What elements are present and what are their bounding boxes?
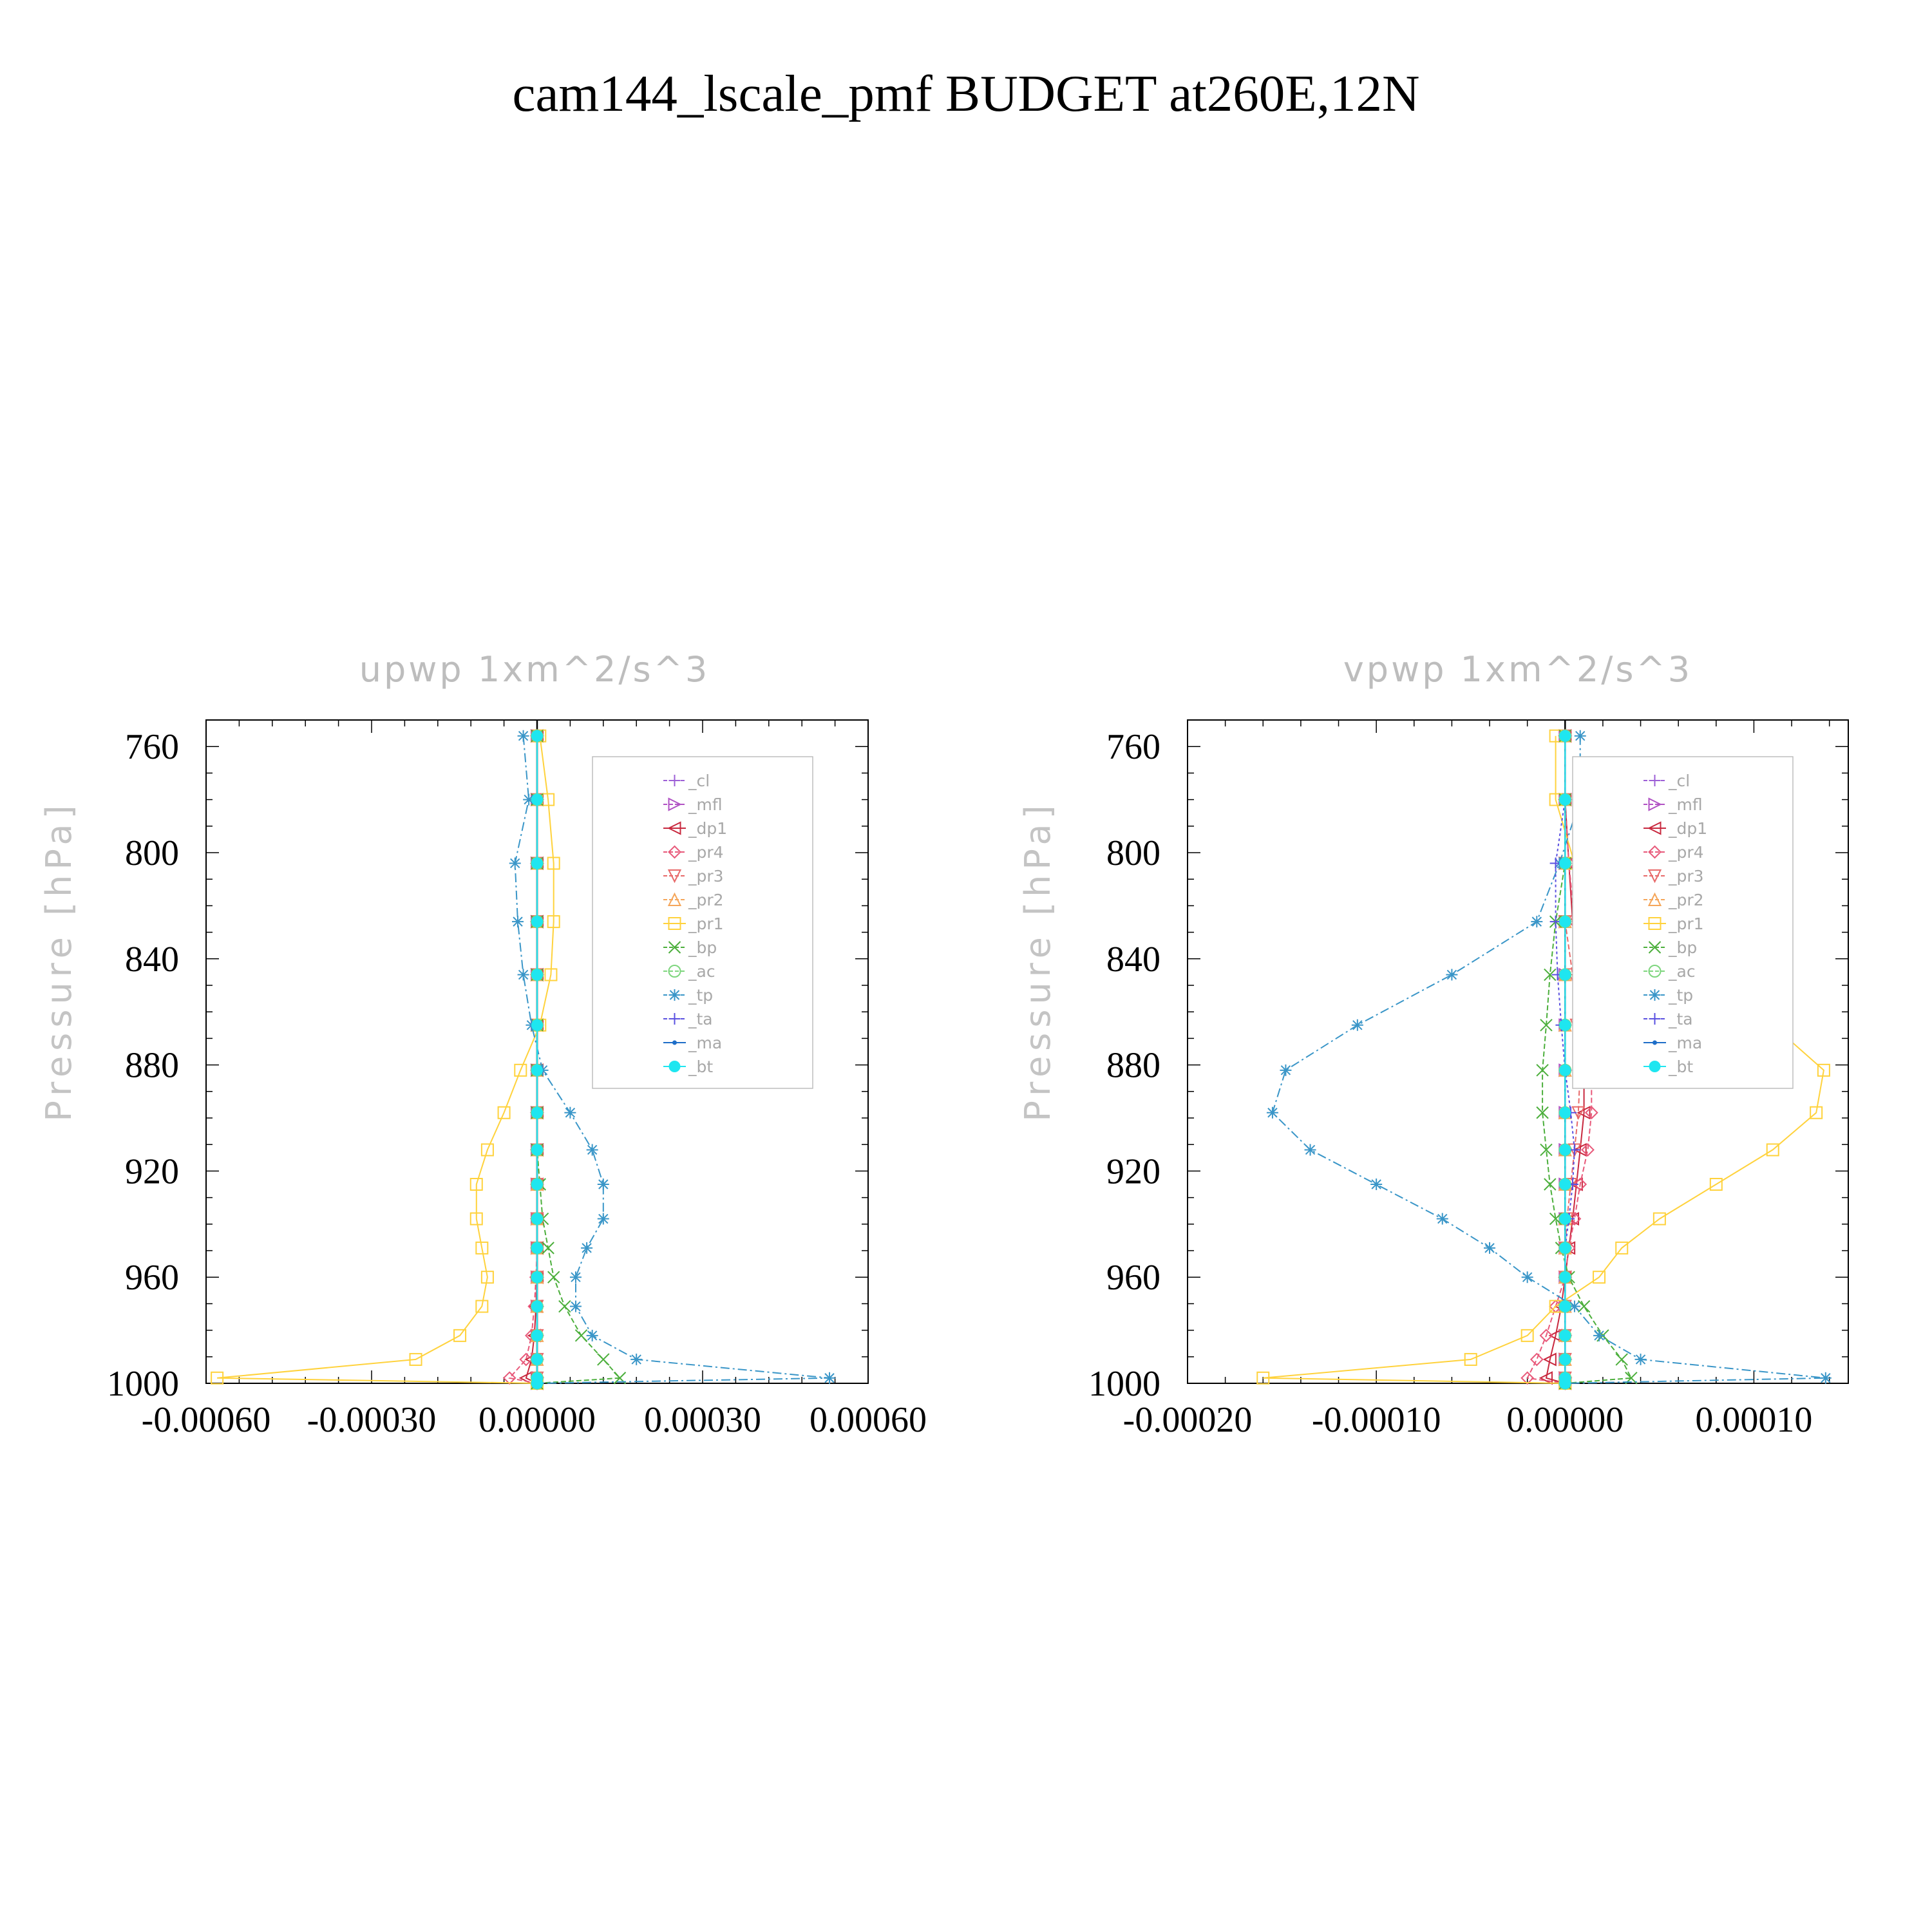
series-bt-marker bbox=[1559, 1179, 1571, 1190]
x-tick-label: -0.00030 bbox=[307, 1400, 437, 1440]
legend-item-tp-label: _tp bbox=[688, 986, 714, 1005]
vpwp-panel bbox=[1018, 649, 1848, 1440]
series-bt-marker bbox=[1559, 1354, 1571, 1365]
series-bt-marker bbox=[1559, 857, 1571, 869]
series-tp-marker bbox=[587, 1144, 598, 1155]
y-tick-label: 840 bbox=[1106, 939, 1160, 980]
series-bt-marker bbox=[531, 916, 543, 927]
x-tick-label: -0.00020 bbox=[1122, 1400, 1253, 1440]
series-tp-marker bbox=[564, 1107, 576, 1119]
series-tp-marker bbox=[1446, 969, 1457, 981]
legend-item-pr1-label: _pr1 bbox=[688, 914, 724, 933]
series-tp-marker bbox=[1280, 1065, 1291, 1076]
legend-item-cl-label: _cl bbox=[1669, 772, 1690, 790]
legend-item-pr1-label: _pr1 bbox=[1669, 914, 1704, 933]
series-bt-marker bbox=[531, 1378, 543, 1389]
upwp-panel-title: upwp 1xm^2/s^3 bbox=[359, 649, 710, 690]
legend-item-pr4-label: _pr4 bbox=[1669, 843, 1704, 862]
series-tp-marker bbox=[1593, 1330, 1605, 1341]
series-bt-marker bbox=[1559, 1242, 1571, 1254]
legend-item-pr2-label: _pr2 bbox=[688, 891, 724, 909]
x-tick-label: 0.00030 bbox=[644, 1400, 761, 1440]
series-bp-marker bbox=[548, 1271, 560, 1283]
series-tp-marker bbox=[1267, 1107, 1278, 1119]
legend-item-pr3-label: _pr3 bbox=[688, 867, 724, 886]
series-bp-marker bbox=[598, 1354, 609, 1365]
series-bt-marker bbox=[531, 1330, 543, 1341]
series-bt-marker bbox=[1559, 1330, 1571, 1341]
upwp-y-axis-label: Pressure [hPa] bbox=[39, 800, 79, 1122]
series-bt-marker bbox=[531, 1213, 543, 1225]
y-tick-label: 960 bbox=[125, 1258, 179, 1298]
y-tick-label: 760 bbox=[1106, 727, 1160, 768]
series-bt-marker bbox=[531, 1179, 543, 1190]
x-tick-label: -0.00010 bbox=[1311, 1400, 1441, 1440]
series-tp-marker bbox=[1437, 1213, 1448, 1225]
y-tick-label: 960 bbox=[1106, 1258, 1160, 1298]
legend-item-bt-label: _bt bbox=[1669, 1057, 1694, 1076]
series-tp-marker bbox=[1352, 1019, 1363, 1031]
series-pr4-line bbox=[509, 736, 537, 1383]
series-tp-marker bbox=[824, 1372, 835, 1384]
legend-item-tp-marker bbox=[669, 989, 681, 1001]
series-tp-marker bbox=[1575, 730, 1586, 742]
series-tp-marker bbox=[1531, 916, 1542, 927]
y-tick-label: 760 bbox=[125, 727, 179, 768]
y-tick-label: 800 bbox=[1106, 833, 1160, 873]
series-bp-marker bbox=[1616, 1354, 1627, 1365]
series-tp-marker bbox=[1820, 1372, 1832, 1384]
series-bp-marker bbox=[576, 1330, 587, 1341]
series-bt-marker bbox=[1559, 1378, 1571, 1389]
legend-item-ta-label: _ta bbox=[1669, 1010, 1693, 1028]
series-bt-marker bbox=[1559, 916, 1571, 927]
legend-item-ma-label: _ma bbox=[688, 1034, 723, 1052]
series-tp-marker bbox=[598, 1213, 609, 1225]
legend-item-bt-marker bbox=[1649, 1061, 1661, 1072]
legend bbox=[1573, 757, 1793, 1088]
series-bt-marker bbox=[1559, 1107, 1571, 1119]
y-tick-label: 840 bbox=[125, 939, 179, 980]
series-bt-marker bbox=[531, 1019, 543, 1031]
y-tick-label: 920 bbox=[1106, 1151, 1160, 1192]
series-bt-marker bbox=[531, 794, 543, 806]
series-tp-marker bbox=[1484, 1242, 1495, 1254]
series-tp-marker bbox=[1522, 1271, 1533, 1283]
legend-item-tp-label: _tp bbox=[1669, 986, 1694, 1005]
legend-item-pr2-label: _pr2 bbox=[1669, 891, 1704, 909]
y-tick-label: 800 bbox=[125, 833, 179, 873]
legend-item-bt-marker bbox=[669, 1061, 681, 1072]
series-bt-marker bbox=[531, 1301, 543, 1312]
x-tick-label: -0.00060 bbox=[141, 1400, 271, 1440]
series-tp-marker bbox=[570, 1271, 582, 1283]
series-bt-marker bbox=[1559, 1271, 1571, 1283]
figure-title: cam144_lscale_pmf BUDGET at260E,12N bbox=[512, 64, 1420, 122]
series-bt-marker bbox=[1559, 1144, 1571, 1155]
legend-item-cl-label: _cl bbox=[688, 772, 710, 790]
legend-item-ta-label: _ta bbox=[688, 1010, 713, 1028]
y-tick-label: 1000 bbox=[1088, 1364, 1160, 1404]
series-bt-marker bbox=[531, 857, 543, 869]
y-tick-label: 880 bbox=[125, 1045, 179, 1086]
legend-item-ma-marker bbox=[1653, 1041, 1657, 1045]
legend-item-bt-label: _bt bbox=[688, 1057, 714, 1076]
series-bt-marker bbox=[1559, 794, 1571, 806]
legend-item-ac-label: _ac bbox=[1669, 962, 1696, 981]
x-tick-label: 0.00010 bbox=[1695, 1400, 1813, 1440]
series-bt-marker bbox=[531, 969, 543, 981]
x-tick-label: 0.00000 bbox=[478, 1400, 596, 1440]
series-tp-marker bbox=[587, 1330, 598, 1341]
series-bt-marker bbox=[1559, 1301, 1571, 1312]
legend-item-dp1-label: _dp1 bbox=[1669, 819, 1708, 838]
series-tp-marker bbox=[570, 1301, 582, 1312]
series-bt-marker bbox=[1559, 1213, 1571, 1225]
series-bt-marker bbox=[1559, 730, 1571, 742]
y-tick-label: 1000 bbox=[107, 1364, 179, 1404]
legend-item-mfl-label: _mfl bbox=[688, 795, 723, 814]
x-tick-label: 0.00000 bbox=[1506, 1400, 1624, 1440]
series-bt-marker bbox=[531, 1107, 543, 1119]
series-bp-marker bbox=[1544, 1179, 1556, 1190]
series-bt-marker bbox=[531, 1144, 543, 1155]
series-tp-marker bbox=[630, 1354, 642, 1365]
legend-item-bp-label: _bp bbox=[1669, 938, 1698, 957]
series-tp-marker bbox=[518, 730, 529, 742]
y-tick-label: 880 bbox=[1106, 1045, 1160, 1086]
series-tp-marker bbox=[512, 916, 524, 927]
legend-item-ma-marker bbox=[672, 1041, 677, 1045]
series-bp-marker bbox=[1537, 1065, 1548, 1076]
vpwp-y-axis-label: Pressure [hPa] bbox=[1018, 800, 1058, 1122]
vpwp-panel-title: vpwp 1xm^2/s^3 bbox=[1343, 649, 1693, 690]
y-tick-label: 920 bbox=[125, 1151, 179, 1192]
legend-item-dp1-label: _dp1 bbox=[688, 819, 728, 838]
series-pr1-line bbox=[217, 736, 554, 1383]
legend-item-pr4-label: _pr4 bbox=[688, 843, 724, 862]
legend-item-mfl-label: _mfl bbox=[1669, 795, 1703, 814]
series-bt-marker bbox=[1559, 969, 1571, 981]
legend-item-pr3-label: _pr3 bbox=[1669, 867, 1704, 886]
series-tp-marker bbox=[1305, 1144, 1316, 1155]
legend-item-ma-label: _ma bbox=[1669, 1034, 1703, 1052]
series-tp-marker bbox=[518, 969, 529, 981]
series-bt-marker bbox=[531, 1065, 543, 1076]
upwp-panel bbox=[39, 649, 927, 1440]
series-bt-marker bbox=[1559, 1019, 1571, 1031]
series-pr4-marker bbox=[1531, 1354, 1542, 1365]
series-tp-marker bbox=[581, 1242, 592, 1254]
legend-item-ac-label: _ac bbox=[688, 962, 715, 981]
legend-item-tp-marker bbox=[1649, 989, 1661, 1001]
series-bt-marker bbox=[531, 1354, 543, 1365]
series-bt-marker bbox=[531, 1271, 543, 1283]
series-tp-marker bbox=[1370, 1179, 1382, 1190]
series-tp-marker bbox=[598, 1179, 609, 1190]
series-tp-marker bbox=[509, 857, 521, 869]
series-bp-marker bbox=[559, 1301, 571, 1312]
legend-item-bp-label: _bp bbox=[688, 938, 717, 957]
series-bt-marker bbox=[531, 730, 543, 742]
series-tp-marker bbox=[1635, 1354, 1647, 1365]
series-bt-marker bbox=[531, 1242, 543, 1254]
x-tick-label: 0.00060 bbox=[810, 1400, 927, 1440]
legend bbox=[592, 757, 813, 1088]
series-bt-marker bbox=[1559, 1065, 1571, 1076]
